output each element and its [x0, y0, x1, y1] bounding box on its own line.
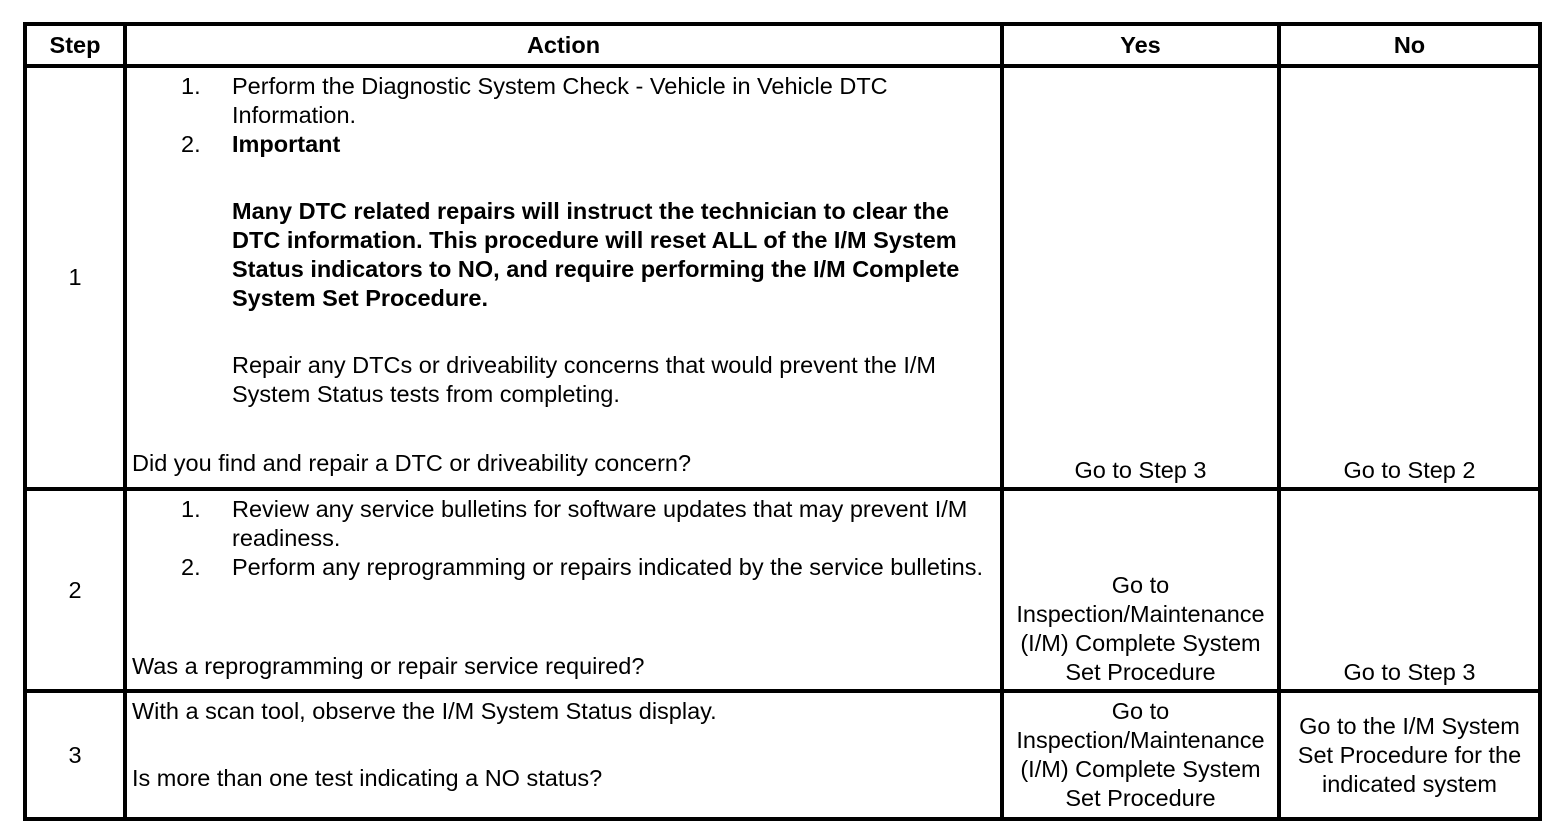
action-body [132, 72, 996, 409]
action-cell [125, 489, 1002, 691]
action-instruction: With a scan tool, observe the I/M System Status display. [132, 698, 717, 724]
yes-result: Go to Inspection/Maintenance (I/M) Complete System Set Procedure [1002, 489, 1279, 691]
list-item [132, 553, 996, 582]
list-item [132, 495, 996, 553]
important-note: Many DTC related repairs will instruct the technician to clear the DTC information. This procedure will reset ALL of the I/M System Status indicators to NO, and require performing the I/M Complete System Set Procedure. [232, 198, 960, 311]
action-step-list [132, 495, 996, 582]
list-item-number: 1. [181, 73, 201, 99]
list-item-number: 1. [181, 496, 201, 522]
no-result: Go to Step 3 [1279, 489, 1540, 691]
list-item-text: Review any service bulletins for software updates that may prevent I/M readiness. [232, 496, 968, 551]
action-step-list [132, 72, 996, 159]
step-number: 3 [25, 691, 125, 819]
step-number: 2 [25, 489, 125, 691]
step-number: 1 [25, 66, 125, 489]
table-header-row [25, 24, 1540, 66]
action-question: Was a reprogramming or repair service required? [132, 653, 645, 679]
list-item-text: Perform the Diagnostic System Check - Vehicle in Vehicle DTC Information. [232, 73, 888, 128]
header-action: Action [125, 24, 1002, 66]
important-label: Important [232, 131, 341, 157]
action-cell [125, 691, 1002, 819]
repair-note: Repair any DTCs or driveability concerns that would prevent the I/M System Status tests from completing. [232, 352, 937, 407]
list-item-text: Perform any reprogramming or repairs indicated by the service bulletins. [232, 554, 984, 580]
no-result: Go to Step 2 [1279, 66, 1540, 489]
action-cell [125, 66, 1002, 489]
yes-result: Go to Inspection/Maintenance (I/M) Complete System Set Procedure [1002, 691, 1279, 819]
list-item-number: 2. [181, 131, 201, 157]
header-no: No [1279, 24, 1540, 66]
list-item-number: 2. [181, 554, 201, 580]
list-item [132, 130, 996, 159]
table-row [25, 691, 1540, 819]
table-row [25, 66, 1540, 489]
no-result: Go to the I/M System Set Procedure for the indicated system [1279, 691, 1540, 819]
diagnostic-table [23, 22, 1542, 821]
header-step: Step [25, 24, 125, 66]
yes-result: Go to Step 3 [1002, 66, 1279, 489]
table-row [25, 489, 1540, 691]
header-yes: Yes [1002, 24, 1279, 66]
list-item [132, 72, 996, 130]
action-question: Is more than one test indicating a NO status? [132, 765, 603, 791]
action-question: Did you find and repair a DTC or driveability concern? [132, 450, 692, 476]
